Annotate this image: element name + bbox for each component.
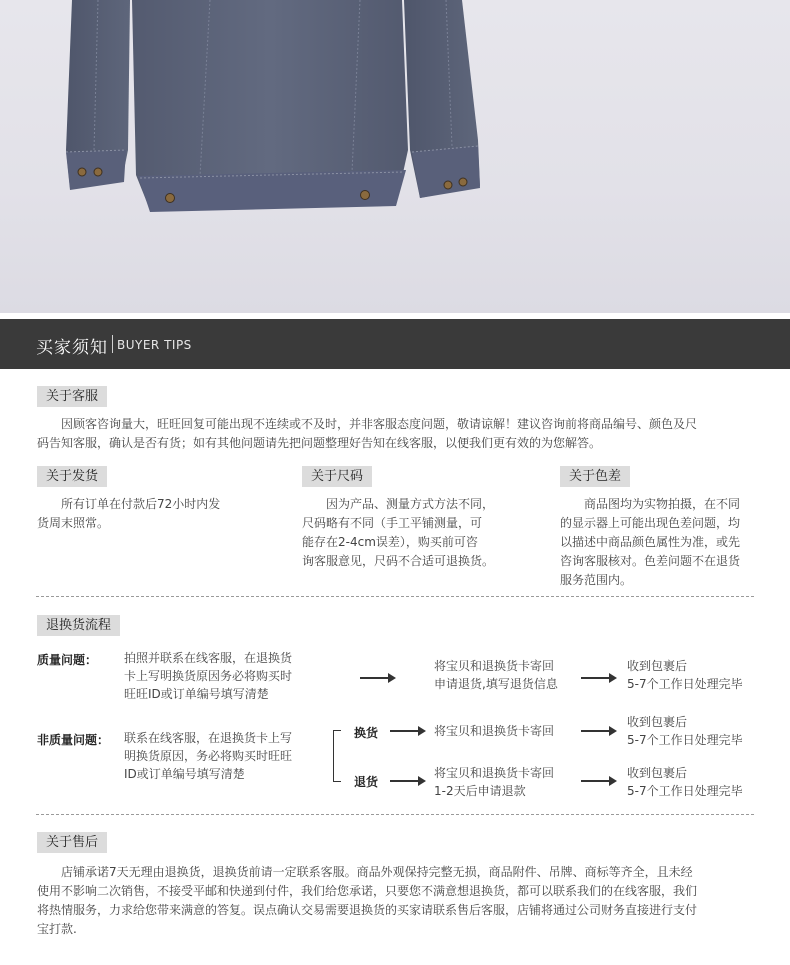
refund-label: 退货 bbox=[354, 775, 379, 789]
product-photo bbox=[0, 0, 790, 313]
exchange-step-process-line: 收到包裹后 bbox=[627, 715, 688, 729]
aftersale-line: 将热情服务，力求给您带来满意的答复。误点确认交易需要退换货的买家请联系售后客服，店铺将通过公司财务直接进行支付 bbox=[37, 903, 698, 917]
nonquality-description bbox=[124, 729, 324, 783]
color-line: 服务范围内。 bbox=[560, 573, 633, 587]
exchange-step-return: 将宝贝和退换货卡寄回 bbox=[434, 724, 555, 738]
size-heading: 关于尺码 bbox=[302, 466, 372, 487]
quality-step-return-line: 申请退货,填写退货信息 bbox=[434, 677, 558, 691]
banner-divider bbox=[112, 335, 113, 353]
exchange-label: 换货 bbox=[354, 726, 379, 740]
refund-step-return-line: 将宝贝和退换货卡寄回 bbox=[434, 766, 555, 780]
quality-line: 卡上写明换货原因务必将购买时 bbox=[124, 669, 293, 683]
arrow-right-icon bbox=[581, 673, 617, 683]
arrow-right-icon bbox=[390, 776, 426, 786]
exchange-step-process bbox=[627, 713, 755, 749]
aftersale-line: 使用不影响二次销售，不接受平邮和快递到付件，我们给您承诺，只要您不满意想退换货，都可以联系我们的在线客服，我们 bbox=[37, 884, 698, 898]
refund-step-process-line: 5-7个工作日处理完毕 bbox=[627, 784, 743, 798]
aftersale-heading: 关于售后 bbox=[37, 832, 107, 853]
color-line: 的显示器上可能出现色差问题，均 bbox=[560, 516, 741, 530]
exchange-step-process-line: 5-7个工作日处理完毕 bbox=[627, 733, 743, 747]
quality-step-process-line: 5-7个工作日处理完毕 bbox=[627, 677, 743, 691]
service-heading: 关于客服 bbox=[37, 386, 107, 407]
quality-description bbox=[124, 649, 324, 703]
arrow-right-icon bbox=[581, 776, 617, 786]
service-text-line-2: 码告知客服，确认是否有货；如有其他问题请先把问题整理好告知在线客服，以便我们更有效的为您解答。 bbox=[37, 436, 602, 450]
quality-step-process bbox=[627, 657, 755, 693]
quality-line: 旺旺ID或订单编号填写清楚 bbox=[124, 687, 269, 701]
size-line: 询客服意见，尺码不合适可退换货。 bbox=[302, 554, 495, 568]
quality-line: 拍照并联系在线客服，在退换货 bbox=[124, 651, 293, 665]
nonquality-line: ID或订单编号填写清楚 bbox=[124, 767, 245, 781]
banner-title-en: BUYER TIPS bbox=[117, 338, 192, 352]
aftersale-text bbox=[37, 863, 757, 939]
size-line: 因为产品、测量方式方法不同， bbox=[326, 497, 495, 511]
quality-step-process-line: 收到包裹后 bbox=[627, 659, 688, 673]
refund-step-return-line: 1-2天后申请退款 bbox=[434, 784, 526, 798]
arrow-right-icon bbox=[390, 726, 426, 736]
divider-dashed bbox=[36, 814, 754, 815]
aftersale-line: 店铺承诺7天无理由退换货，退换货前请一定联系客服。商品外观保持完整无损，商品附件、吊牌、商标等齐全，且未经 bbox=[61, 865, 693, 879]
size-line: 尺码略有不同（手工平铺测量，可 bbox=[302, 516, 483, 530]
arrow-right-icon bbox=[581, 726, 617, 736]
banner-title-cn: 买家须知 bbox=[36, 338, 108, 358]
color-text bbox=[560, 495, 760, 590]
denim-jacket-image bbox=[0, 0, 790, 313]
aftersale-line: 宝打款. bbox=[37, 922, 77, 936]
shipping-text bbox=[37, 495, 247, 533]
process-heading: 退换货流程 bbox=[37, 615, 120, 636]
refund-step-process-line: 收到包裹后 bbox=[627, 766, 688, 780]
size-text bbox=[302, 495, 512, 571]
color-line: 以描述中商品颜色属性为准，或先 bbox=[560, 535, 741, 549]
branch-bracket bbox=[333, 730, 341, 782]
divider-dashed bbox=[36, 596, 754, 597]
nonquality-line: 联系在线客服，在退换货卡上写 bbox=[124, 731, 293, 745]
nonquality-line: 明换货原因，务必将购买时旺旺 bbox=[124, 749, 293, 763]
buyer-tips-banner bbox=[0, 319, 790, 369]
color-heading: 关于色差 bbox=[560, 466, 630, 487]
quality-step-return-line: 将宝贝和退换货卡寄回 bbox=[434, 659, 555, 673]
shipping-line: 货周末照常。 bbox=[37, 516, 110, 530]
nonquality-label: 非质量问题： bbox=[37, 733, 110, 747]
color-line: 咨询客服核对。色差问题不在退货 bbox=[560, 554, 741, 568]
quality-step-return bbox=[434, 657, 584, 693]
quality-label: 质量问题： bbox=[37, 653, 98, 667]
shipping-line: 所有订单在付款后72小时内发 bbox=[61, 497, 221, 511]
shipping-heading: 关于发货 bbox=[37, 466, 107, 487]
refund-step-process bbox=[627, 764, 755, 800]
service-text-line-1: 因顾客咨询量大，旺旺回复可能出现不连续或不及时，并非客服态度问题，敬请谅解！建议咨询前将商品编号、颜色及尺 bbox=[61, 417, 698, 431]
size-line: 能存在2-4cm误差），购买前可咨 bbox=[302, 535, 478, 549]
color-line: 商品图均为实物拍摄，在不同 bbox=[584, 497, 741, 511]
refund-step-return bbox=[434, 764, 584, 800]
arrow-right-icon bbox=[360, 673, 396, 683]
